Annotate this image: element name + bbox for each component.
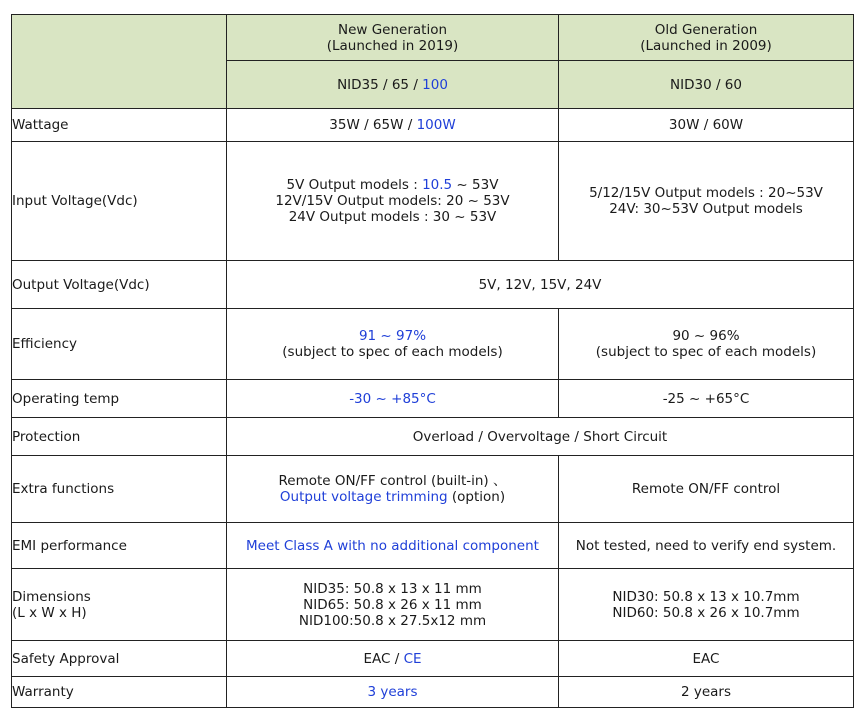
- row-input-voltage: [12, 142, 854, 261]
- row-label-dimensions: [12, 569, 227, 641]
- efficiency-old-value: 90 ~ 96%: [672, 328, 740, 344]
- old-gen-title: Old Generation: [654, 21, 758, 38]
- row-label-warranty: Warranty: [12, 677, 227, 708]
- row-label-output-voltage: Output Voltage(Vdc): [12, 261, 227, 309]
- extra-functions-new-highlight: Output voltage trimming: [279, 489, 448, 505]
- row-safety: [12, 641, 854, 677]
- row-emi: [12, 523, 854, 569]
- extra-functions-new: [227, 456, 559, 523]
- header-corner-cell: [12, 15, 227, 109]
- row-label-safety: Safety Approval: [12, 641, 227, 677]
- dimensions-old-line1: NID30: 50.8 x 13 x 10.7mm: [612, 588, 800, 605]
- new-gen-models-highlight: 100: [422, 76, 448, 93]
- row-label-wattage: Wattage: [12, 109, 227, 142]
- row-label-input-voltage: Input Voltage(Vdc): [12, 142, 227, 261]
- dimensions-old: [559, 569, 854, 641]
- row-label-efficiency: Efficiency: [12, 309, 227, 380]
- input-voltage-old: [559, 142, 854, 261]
- dimensions-new-line3: NID100:50.8 x 27.5x12 mm: [298, 612, 487, 629]
- dimensions-new: [227, 569, 559, 641]
- row-label-extra-functions: Extra functions: [12, 456, 227, 523]
- input-voltage-new: [227, 142, 559, 261]
- warranty-old: 2 years: [559, 677, 854, 708]
- input-voltage-old-line2: 24V: 30~53V Output models: [609, 201, 803, 217]
- row-label-emi: EMI performance: [12, 523, 227, 569]
- extra-functions-new-line2: [227, 489, 558, 505]
- efficiency-new-note: (subject to spec of each models): [282, 344, 503, 360]
- input-voltage-new-line3: 24V Output models : 30 ~ 53V: [288, 209, 497, 225]
- row-dimensions: [12, 569, 854, 641]
- efficiency-new: [227, 309, 559, 380]
- row-label-operating-temp: Operating temp: [12, 380, 227, 418]
- operating-temp-old: -25 ~ +65°C: [559, 380, 854, 418]
- extra-functions-new-suffix: (option): [447, 489, 506, 505]
- wattage-old: 30W / 60W: [559, 109, 854, 142]
- input-voltage-new-line1-suffix: ~ 53V: [452, 177, 499, 193]
- row-efficiency: [12, 309, 854, 380]
- emi-old: Not tested, need to verify end system.: [559, 523, 854, 569]
- new-generation-header: [227, 15, 559, 61]
- extra-functions-old: Remote ON/FF control: [559, 456, 854, 523]
- efficiency-new-value: 91 ~ 97%: [358, 328, 427, 344]
- dimensions-old-line2: NID60: 50.8 x 26 x 10.7mm: [612, 604, 800, 621]
- protection-value: Overload / Overvoltage / Short Circuit: [227, 418, 854, 456]
- input-voltage-new-line1-highlight: 10.5: [422, 177, 453, 193]
- dimensions-new-line2: NID65: 50.8 x 26 x 11 mm: [303, 596, 482, 613]
- safety-old: EAC: [559, 641, 854, 677]
- row-label-protection: Protection: [12, 418, 227, 456]
- wattage-new: [227, 109, 559, 142]
- safety-new-text: EAC /: [363, 650, 404, 667]
- input-voltage-old-line1: 5/12/15V Output models : 20~53V: [589, 185, 823, 201]
- row-wattage: [12, 109, 854, 142]
- old-generation-header: [559, 15, 854, 61]
- dimensions-label-line2: (L x W x H): [12, 604, 87, 621]
- new-gen-subtitle: (Launched in 2019): [326, 37, 459, 54]
- row-protection: [12, 418, 854, 456]
- row-extra-functions: [12, 456, 854, 523]
- row-operating-temp: [12, 380, 854, 418]
- new-gen-models: [227, 61, 559, 109]
- input-voltage-new-line1-prefix: 5V Output models :: [286, 177, 423, 193]
- warranty-new: 3 years: [227, 677, 559, 708]
- emi-new: Meet Class A with no additional component: [227, 523, 559, 569]
- comparison-table: [11, 14, 854, 708]
- safety-new: [227, 641, 559, 677]
- dimensions-label-line1: Dimensions: [12, 588, 91, 605]
- row-warranty: [12, 677, 854, 708]
- input-voltage-new-line2: 12V/15V Output models: 20 ~ 53V: [275, 193, 510, 209]
- operating-temp-new: -30 ~ +85°C: [227, 380, 559, 418]
- input-voltage-new-line1: [227, 177, 558, 193]
- extra-functions-new-line1: Remote ON/FF control (built-in) 、: [278, 473, 507, 489]
- header-row-titles: [12, 15, 854, 61]
- wattage-new-text: 35W / 65W /: [329, 117, 417, 133]
- old-gen-models: NID30 / 60: [559, 61, 854, 109]
- row-output-voltage: [12, 261, 854, 309]
- dimensions-new-line1: NID35: 50.8 x 13 x 11 mm: [303, 580, 482, 597]
- wattage-new-highlight: 100W: [416, 117, 456, 133]
- efficiency-old-note: (subject to spec of each models): [595, 344, 817, 360]
- efficiency-old: [559, 309, 854, 380]
- output-voltage-value: 5V, 12V, 15V, 24V: [227, 261, 854, 309]
- safety-new-highlight: CE: [403, 650, 422, 667]
- new-gen-title: New Generation: [337, 21, 448, 38]
- old-gen-subtitle: (Launched in 2009): [640, 37, 772, 54]
- new-gen-models-text: NID35 / 65 /: [337, 76, 423, 93]
